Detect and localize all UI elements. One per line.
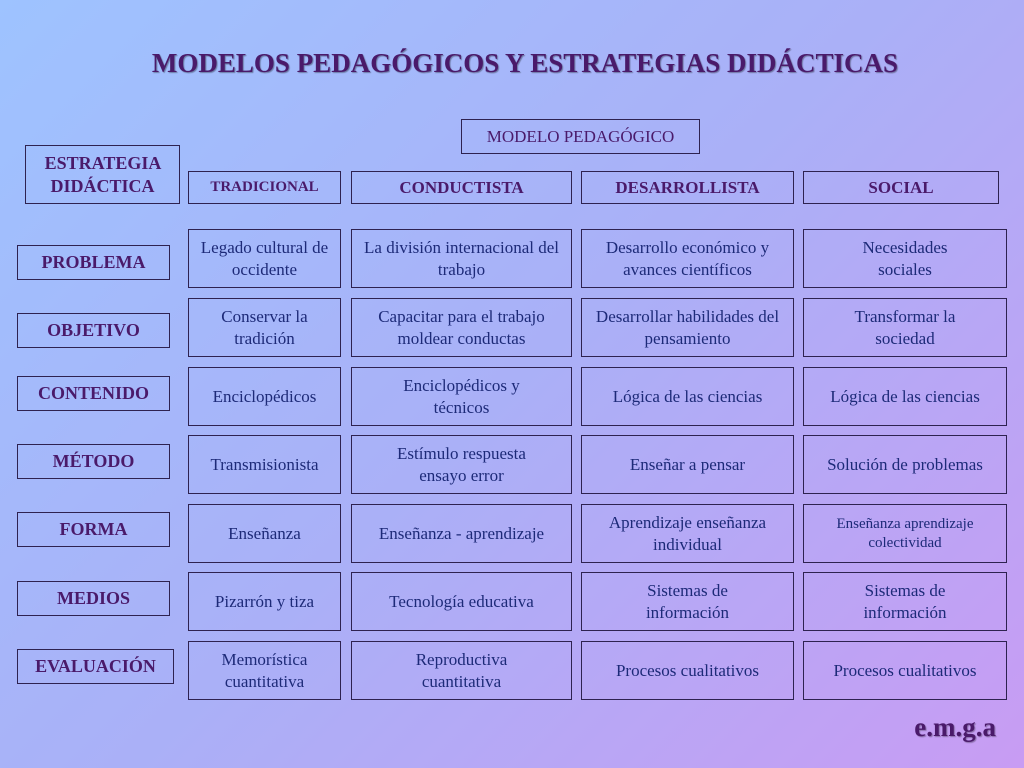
cell-metodo-desarrollista: Enseñar a pensar (581, 435, 794, 494)
cell-problema-desarrollista: Desarrollo económico y avances científicos (581, 229, 794, 288)
cell-contenido-social: Lógica de las ciencias (803, 367, 1007, 426)
cell-medios-social: Sistemas de información (803, 572, 1007, 631)
cell-forma-tradicional: Enseñanza (188, 504, 341, 563)
cell-objetivo-social: Transformar la sociedad (803, 298, 1007, 357)
cell-problema-conductista: La división internacional del trabajo (351, 229, 572, 288)
cell-objetivo-conductista: Capacitar para el trabajo moldear conductas (351, 298, 572, 357)
cell-evaluacion-social: Procesos cualitativos (803, 641, 1007, 700)
cell-evaluacion-conductista: Reproductiva cuantitativa (351, 641, 572, 700)
cell-objetivo-desarrollista: Desarrollar habilidades del pensamiento (581, 298, 794, 357)
cell-problema-social: Necesidades sociales (803, 229, 1007, 288)
row-label-medios: MEDIOS (17, 581, 170, 616)
cell-medios-desarrollista: Sistemas de información (581, 572, 794, 631)
cell-metodo-tradicional: Transmisionista (188, 435, 341, 494)
column-header-conductista: CONDUCTISTA (351, 171, 572, 204)
cell-problema-tradicional: Legado cultural de occidente (188, 229, 341, 288)
column-header-desarrollista: DESARROLLISTA (581, 171, 794, 204)
row-label-contenido: CONTENIDO (17, 376, 170, 411)
cell-evaluacion-tradicional: Memorística cuantitativa (188, 641, 341, 700)
cell-evaluacion-desarrollista: Procesos cualitativos (581, 641, 794, 700)
cell-contenido-conductista: Enciclopédicos y técnicos (351, 367, 572, 426)
cell-medios-tradicional: Pizarrón y tiza (188, 572, 341, 631)
row-label-problema: PROBLEMA (17, 245, 170, 280)
author-signature: e.m.g.a (914, 712, 996, 742)
cell-forma-social: Enseñanza aprendizaje colectividad (803, 504, 1007, 563)
column-header-social: SOCIAL (803, 171, 999, 204)
cell-contenido-desarrollista: Lógica de las ciencias (581, 367, 794, 426)
model-header-box: MODELO PEDAGÓGICO (461, 119, 700, 154)
row-label-objetivo: OBJETIVO (17, 313, 170, 348)
cell-metodo-conductista: Estímulo respuesta ensayo error (351, 435, 572, 494)
cell-forma-desarrollista: Aprendizaje enseñanza individual (581, 504, 794, 563)
cell-metodo-social: Solución de problemas (803, 435, 1007, 494)
column-header-tradicional: TRADICIONAL (188, 171, 341, 204)
cell-forma-conductista: Enseñanza - aprendizaje (351, 504, 572, 563)
cell-contenido-tradicional: Enciclopédicos (188, 367, 341, 426)
cell-objetivo-tradicional: Conservar la tradición (188, 298, 341, 357)
row-label-evaluacion: EVALUACIÓN (17, 649, 174, 684)
cell-medios-conductista: Tecnología educativa (351, 572, 572, 631)
row-label-metodo: MÉTODO (17, 444, 170, 479)
strategy-header-box: ESTRATEGIA DIDÁCTICA (25, 145, 180, 204)
slide-title: MODELOS PEDAGÓGICOS Y ESTRATEGIAS DIDÁCTICAS (151, 48, 899, 78)
row-label-forma: FORMA (17, 512, 170, 547)
